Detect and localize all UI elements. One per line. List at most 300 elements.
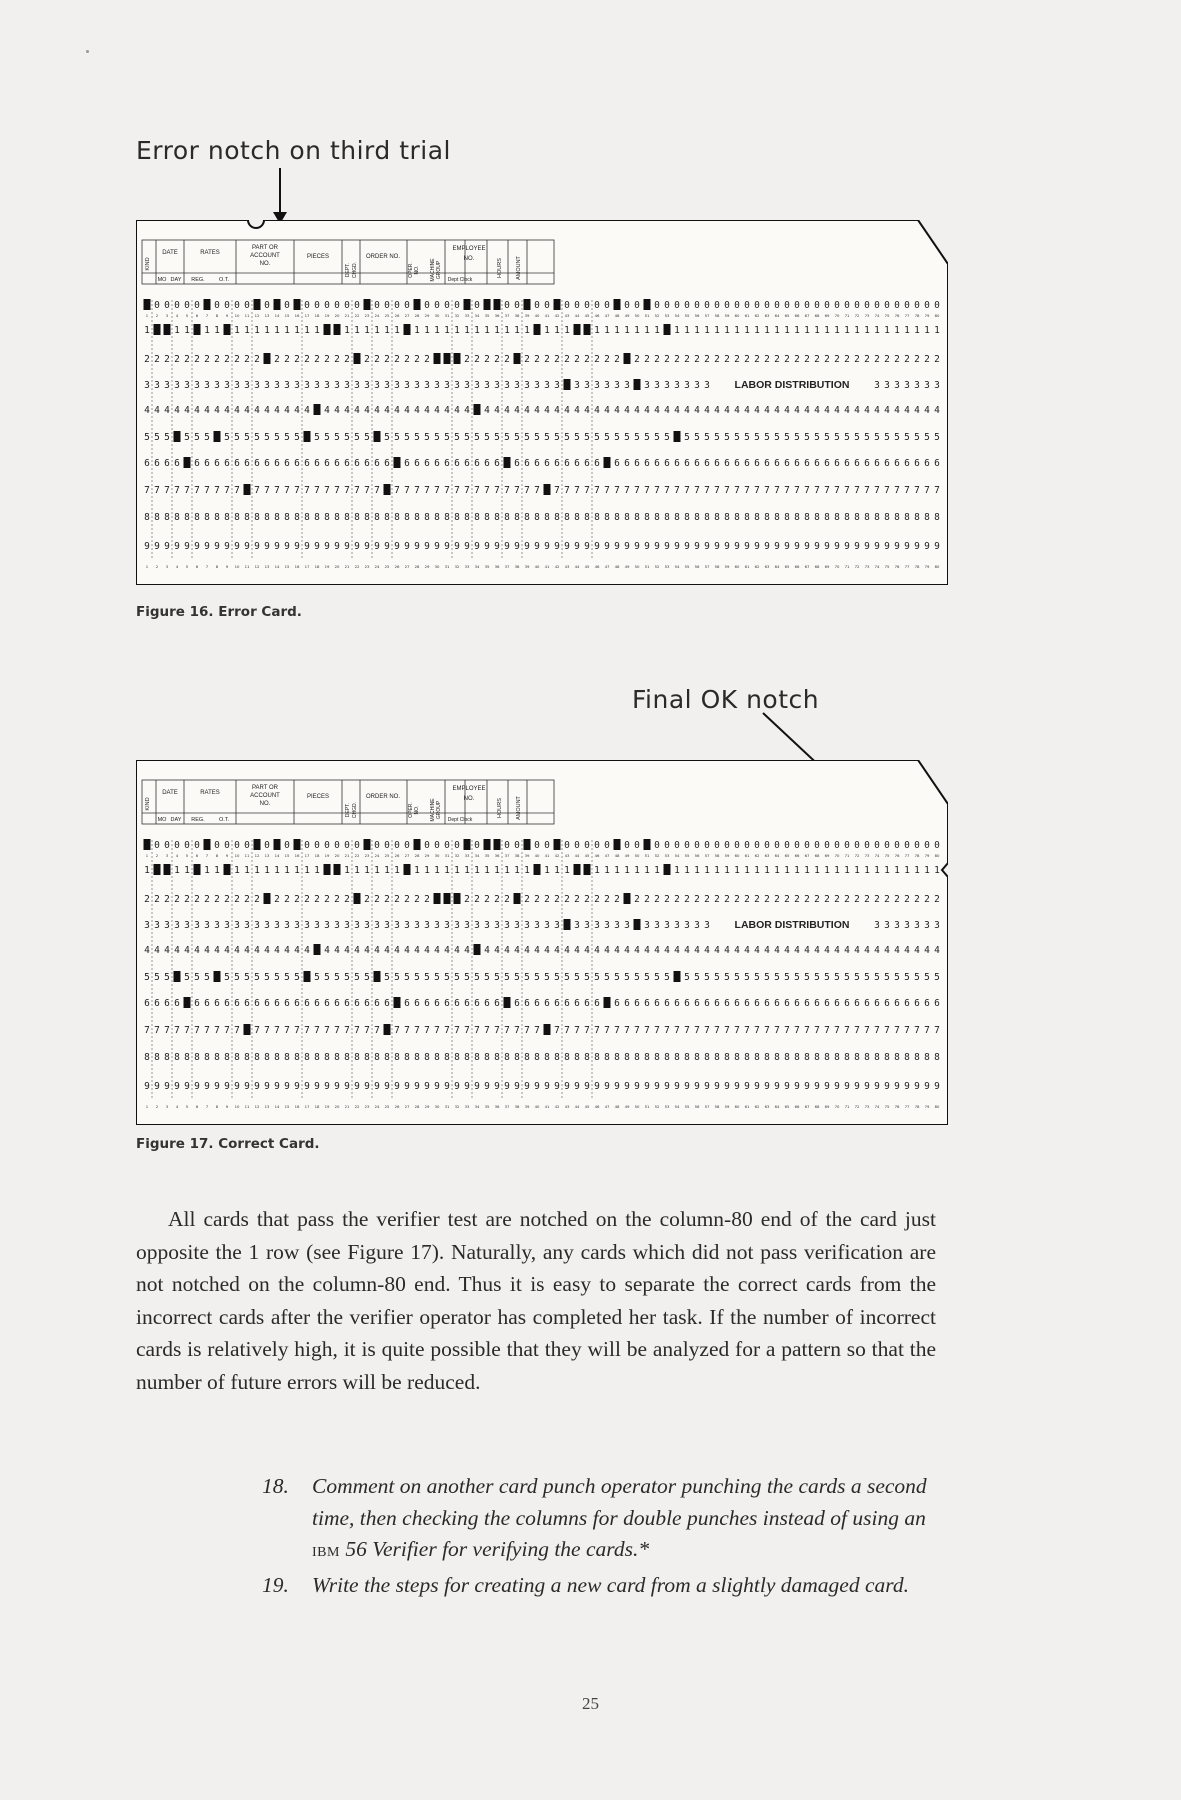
svg-text:53: 53 xyxy=(664,1104,670,1109)
svg-text:9: 9 xyxy=(444,1081,450,1092)
svg-text:9: 9 xyxy=(404,1081,410,1092)
svg-text:6: 6 xyxy=(514,998,520,1009)
svg-text:8: 8 xyxy=(734,512,740,523)
svg-text:0: 0 xyxy=(474,840,480,851)
svg-text:8: 8 xyxy=(304,512,310,523)
svg-text:4: 4 xyxy=(684,405,690,416)
punch-hole xyxy=(204,839,211,850)
punch-hole xyxy=(254,299,261,310)
punch-hole xyxy=(354,893,361,904)
svg-text:4: 4 xyxy=(924,945,930,956)
svg-text:66: 66 xyxy=(794,313,800,318)
svg-text:47: 47 xyxy=(604,853,610,858)
svg-text:5: 5 xyxy=(454,432,460,443)
svg-text:7: 7 xyxy=(564,1025,570,1036)
svg-text:27: 27 xyxy=(404,313,410,318)
svg-text:9: 9 xyxy=(704,541,710,552)
svg-text:2: 2 xyxy=(184,354,190,365)
punch-hole xyxy=(474,404,481,415)
svg-text:6: 6 xyxy=(344,998,350,1009)
svg-text:9: 9 xyxy=(614,541,620,552)
svg-text:7: 7 xyxy=(794,485,800,496)
svg-text:9: 9 xyxy=(494,541,500,552)
svg-text:80: 80 xyxy=(934,1104,940,1109)
svg-text:9: 9 xyxy=(804,1081,810,1092)
svg-text:24: 24 xyxy=(374,853,380,858)
svg-text:8: 8 xyxy=(764,512,770,523)
svg-text:4: 4 xyxy=(244,405,250,416)
svg-text:4: 4 xyxy=(284,945,290,956)
svg-text:8: 8 xyxy=(314,1052,320,1063)
svg-text:76: 76 xyxy=(894,853,900,858)
svg-text:5: 5 xyxy=(524,972,530,983)
svg-text:41: 41 xyxy=(544,564,550,569)
svg-text:38: 38 xyxy=(514,313,520,318)
svg-text:1: 1 xyxy=(634,325,640,336)
svg-text:45: 45 xyxy=(584,313,590,318)
svg-text:0: 0 xyxy=(334,840,340,851)
svg-text:2: 2 xyxy=(724,894,730,905)
question-text: Comment on another card punch operator punching the cards a second time, then checking the columns for double punches instead of using an xyxy=(312,1474,927,1530)
svg-text:7: 7 xyxy=(794,1025,800,1036)
svg-text:8: 8 xyxy=(274,512,280,523)
svg-text:5: 5 xyxy=(824,432,830,443)
svg-text:8: 8 xyxy=(614,1052,620,1063)
svg-text:6: 6 xyxy=(864,998,870,1009)
figure16-callout: Error notch on third trial xyxy=(136,136,451,165)
svg-text:0: 0 xyxy=(324,840,330,851)
svg-text:1: 1 xyxy=(744,865,750,876)
svg-text:0: 0 xyxy=(624,840,630,851)
punch-hole xyxy=(494,839,501,850)
svg-text:6: 6 xyxy=(544,458,550,469)
svg-text:0: 0 xyxy=(424,300,430,311)
svg-text:4: 4 xyxy=(504,405,510,416)
svg-text:4: 4 xyxy=(704,405,710,416)
punch-hole xyxy=(364,839,371,850)
svg-text:1: 1 xyxy=(384,865,390,876)
svg-text:4: 4 xyxy=(644,405,650,416)
svg-text:19: 19 xyxy=(324,853,330,858)
svg-text:6: 6 xyxy=(884,458,890,469)
svg-text:2: 2 xyxy=(724,354,730,365)
page-number: 25 xyxy=(582,1694,599,1713)
svg-text:4: 4 xyxy=(794,405,800,416)
svg-text:7: 7 xyxy=(674,1025,680,1036)
svg-text:7: 7 xyxy=(324,485,330,496)
svg-text:35: 35 xyxy=(484,564,490,569)
svg-text:8: 8 xyxy=(484,1052,490,1063)
svg-text:1: 1 xyxy=(274,325,280,336)
svg-text:77: 77 xyxy=(904,1104,910,1109)
svg-text:1: 1 xyxy=(614,865,620,876)
svg-text:0: 0 xyxy=(454,300,460,311)
svg-text:7: 7 xyxy=(704,1025,710,1036)
svg-text:0: 0 xyxy=(594,840,600,851)
svg-text:1: 1 xyxy=(234,325,240,336)
svg-text:9: 9 xyxy=(214,541,220,552)
svg-text:3: 3 xyxy=(264,380,270,391)
svg-text:9: 9 xyxy=(744,1081,750,1092)
svg-text:5: 5 xyxy=(494,432,500,443)
svg-text:6: 6 xyxy=(894,998,900,1009)
svg-text:6: 6 xyxy=(814,458,820,469)
svg-text:62: 62 xyxy=(754,1104,760,1109)
svg-text:1: 1 xyxy=(354,325,360,336)
svg-text:76: 76 xyxy=(894,313,900,318)
svg-text:3: 3 xyxy=(314,380,320,391)
svg-text:0: 0 xyxy=(164,300,170,311)
svg-text:57: 57 xyxy=(704,313,710,318)
card-field-label: CHGD. xyxy=(352,261,358,279)
svg-text:54: 54 xyxy=(674,313,680,318)
svg-text:5: 5 xyxy=(924,972,930,983)
svg-text:12: 12 xyxy=(254,313,260,318)
svg-text:5: 5 xyxy=(734,432,740,443)
svg-text:0: 0 xyxy=(814,300,820,311)
svg-text:1: 1 xyxy=(654,865,660,876)
svg-text:47: 47 xyxy=(604,564,610,569)
svg-text:0: 0 xyxy=(504,300,510,311)
svg-text:9: 9 xyxy=(294,541,300,552)
svg-text:5: 5 xyxy=(864,432,870,443)
svg-text:3: 3 xyxy=(624,380,630,391)
svg-text:1: 1 xyxy=(934,865,940,876)
svg-text:0: 0 xyxy=(184,840,190,851)
svg-text:1: 1 xyxy=(145,1104,149,1109)
svg-text:7: 7 xyxy=(534,1025,540,1036)
svg-text:8: 8 xyxy=(664,1052,670,1063)
svg-text:2: 2 xyxy=(844,894,850,905)
svg-text:3: 3 xyxy=(304,920,310,931)
svg-text:4: 4 xyxy=(904,945,910,956)
svg-text:4: 4 xyxy=(254,945,260,956)
svg-text:8: 8 xyxy=(164,1052,170,1063)
svg-text:5: 5 xyxy=(394,432,400,443)
punch-hole xyxy=(224,324,231,335)
svg-text:2: 2 xyxy=(814,354,820,365)
svg-text:9: 9 xyxy=(254,541,260,552)
svg-text:0: 0 xyxy=(244,840,250,851)
svg-text:0: 0 xyxy=(574,840,580,851)
svg-text:8: 8 xyxy=(884,512,890,523)
svg-text:7: 7 xyxy=(174,1025,180,1036)
svg-text:1: 1 xyxy=(264,325,270,336)
punch-hole xyxy=(404,864,411,875)
svg-text:80: 80 xyxy=(934,853,940,858)
svg-text:0: 0 xyxy=(214,840,220,851)
svg-text:6: 6 xyxy=(754,998,760,1009)
svg-text:4: 4 xyxy=(264,405,270,416)
svg-text:6: 6 xyxy=(654,998,660,1009)
svg-text:4: 4 xyxy=(894,405,900,416)
punch-hole xyxy=(664,324,671,335)
punch-hole xyxy=(554,299,561,310)
svg-text:1: 1 xyxy=(794,865,800,876)
svg-text:15: 15 xyxy=(284,853,290,858)
svg-text:8: 8 xyxy=(584,512,590,523)
punch-hole xyxy=(224,864,231,875)
svg-text:0: 0 xyxy=(354,300,360,311)
card-field-label: DEPT. xyxy=(345,262,351,278)
svg-text:7: 7 xyxy=(284,485,290,496)
svg-text:5: 5 xyxy=(794,972,800,983)
svg-text:7: 7 xyxy=(734,1025,740,1036)
svg-text:3: 3 xyxy=(344,380,350,391)
svg-text:5: 5 xyxy=(354,432,360,443)
svg-text:1: 1 xyxy=(174,325,180,336)
svg-text:0: 0 xyxy=(314,300,320,311)
svg-text:7: 7 xyxy=(374,485,380,496)
svg-text:32: 32 xyxy=(454,313,460,318)
svg-text:8: 8 xyxy=(404,1052,410,1063)
svg-text:8: 8 xyxy=(514,1052,520,1063)
svg-text:46: 46 xyxy=(594,564,600,569)
svg-text:6: 6 xyxy=(824,998,830,1009)
svg-text:2: 2 xyxy=(164,894,170,905)
svg-text:8: 8 xyxy=(584,1052,590,1063)
svg-text:21: 21 xyxy=(344,853,350,858)
svg-text:5: 5 xyxy=(884,432,890,443)
svg-text:3: 3 xyxy=(184,920,190,931)
svg-text:8: 8 xyxy=(604,512,610,523)
svg-text:47: 47 xyxy=(604,313,610,318)
svg-text:2: 2 xyxy=(674,894,680,905)
svg-text:1: 1 xyxy=(294,865,300,876)
svg-text:3: 3 xyxy=(874,380,880,391)
svg-text:6: 6 xyxy=(414,458,420,469)
svg-text:3: 3 xyxy=(165,853,169,858)
svg-text:8: 8 xyxy=(364,1052,370,1063)
svg-text:5: 5 xyxy=(514,432,520,443)
svg-text:1: 1 xyxy=(444,325,450,336)
svg-text:8: 8 xyxy=(854,1052,860,1063)
svg-text:1: 1 xyxy=(624,865,630,876)
svg-text:3: 3 xyxy=(384,920,390,931)
svg-text:5: 5 xyxy=(274,972,280,983)
svg-text:7: 7 xyxy=(274,485,280,496)
svg-text:68: 68 xyxy=(814,313,820,318)
svg-text:7: 7 xyxy=(304,485,310,496)
svg-text:2: 2 xyxy=(584,894,590,905)
svg-text:4: 4 xyxy=(274,405,280,416)
svg-text:0: 0 xyxy=(934,300,940,311)
svg-text:4: 4 xyxy=(444,945,450,956)
svg-text:77: 77 xyxy=(904,853,910,858)
svg-text:3: 3 xyxy=(165,564,169,569)
svg-text:0: 0 xyxy=(734,840,740,851)
svg-text:78: 78 xyxy=(914,313,920,318)
svg-text:1: 1 xyxy=(394,325,400,336)
svg-text:33: 33 xyxy=(464,564,470,569)
punch-hole xyxy=(454,353,461,364)
svg-text:8: 8 xyxy=(454,512,460,523)
svg-text:6: 6 xyxy=(404,458,410,469)
svg-text:0: 0 xyxy=(874,840,880,851)
svg-text:6: 6 xyxy=(574,998,580,1009)
svg-text:9: 9 xyxy=(314,541,320,552)
svg-text:0: 0 xyxy=(564,300,570,311)
card-field-label: ACCOUNT xyxy=(250,253,280,259)
svg-text:6: 6 xyxy=(784,998,790,1009)
svg-text:3: 3 xyxy=(614,920,620,931)
svg-text:5: 5 xyxy=(694,972,700,983)
svg-text:64: 64 xyxy=(774,564,780,569)
svg-text:0: 0 xyxy=(904,840,910,851)
svg-text:1: 1 xyxy=(444,865,450,876)
svg-text:6: 6 xyxy=(144,458,150,469)
svg-text:1: 1 xyxy=(544,325,550,336)
punch-hole xyxy=(584,324,591,335)
svg-text:46: 46 xyxy=(594,853,600,858)
svg-text:5: 5 xyxy=(544,972,550,983)
svg-text:3: 3 xyxy=(504,380,510,391)
svg-text:9: 9 xyxy=(264,541,270,552)
error-notch-arrow xyxy=(265,168,295,228)
svg-text:8: 8 xyxy=(204,512,210,523)
svg-text:1: 1 xyxy=(254,325,260,336)
svg-text:9: 9 xyxy=(554,541,560,552)
svg-text:8: 8 xyxy=(384,512,390,523)
svg-text:0: 0 xyxy=(764,840,770,851)
svg-text:67: 67 xyxy=(804,564,810,569)
svg-text:53: 53 xyxy=(664,853,670,858)
punch-hole xyxy=(294,299,301,310)
svg-text:5: 5 xyxy=(244,432,250,443)
svg-text:7: 7 xyxy=(804,1025,810,1036)
svg-text:8: 8 xyxy=(914,512,920,523)
punch-hole xyxy=(194,324,201,335)
svg-text:7: 7 xyxy=(404,1025,410,1036)
svg-text:1: 1 xyxy=(184,865,190,876)
svg-text:2: 2 xyxy=(344,354,350,365)
svg-text:63: 63 xyxy=(764,564,770,569)
svg-text:5: 5 xyxy=(264,972,270,983)
svg-text:75: 75 xyxy=(884,853,890,858)
svg-text:6: 6 xyxy=(674,458,680,469)
svg-text:8: 8 xyxy=(204,1052,210,1063)
svg-text:5: 5 xyxy=(384,972,390,983)
svg-text:5: 5 xyxy=(185,564,189,569)
svg-text:2: 2 xyxy=(184,894,190,905)
svg-text:8: 8 xyxy=(574,1052,580,1063)
svg-text:1: 1 xyxy=(384,325,390,336)
svg-text:8: 8 xyxy=(754,1052,760,1063)
svg-text:4: 4 xyxy=(294,405,300,416)
svg-text:2: 2 xyxy=(494,354,500,365)
card-field-label: O.T. xyxy=(218,277,230,283)
svg-text:3: 3 xyxy=(334,920,340,931)
svg-text:18: 18 xyxy=(314,853,320,858)
svg-text:2: 2 xyxy=(864,894,870,905)
svg-text:1: 1 xyxy=(394,865,400,876)
svg-text:49: 49 xyxy=(624,1104,630,1109)
svg-text:8: 8 xyxy=(474,512,480,523)
svg-text:9: 9 xyxy=(664,541,670,552)
svg-text:4: 4 xyxy=(524,405,530,416)
svg-text:2: 2 xyxy=(754,354,760,365)
svg-text:22: 22 xyxy=(354,853,360,858)
svg-text:9: 9 xyxy=(724,1081,730,1092)
svg-text:74: 74 xyxy=(874,564,880,569)
svg-text:3: 3 xyxy=(604,380,610,391)
svg-text:5: 5 xyxy=(414,972,420,983)
svg-text:8: 8 xyxy=(215,564,219,569)
svg-text:72: 72 xyxy=(854,853,860,858)
svg-text:5: 5 xyxy=(784,972,790,983)
svg-text:9: 9 xyxy=(734,1081,740,1092)
svg-text:9: 9 xyxy=(574,541,580,552)
svg-text:5: 5 xyxy=(384,432,390,443)
svg-text:2: 2 xyxy=(484,894,490,905)
punch-hole xyxy=(334,864,341,875)
error-card xyxy=(136,220,948,585)
svg-text:6: 6 xyxy=(584,998,590,1009)
svg-text:7: 7 xyxy=(454,485,460,496)
svg-text:7: 7 xyxy=(424,1025,430,1036)
svg-text:4: 4 xyxy=(194,405,200,416)
svg-text:36: 36 xyxy=(494,853,500,858)
svg-text:6: 6 xyxy=(874,458,880,469)
svg-text:59: 59 xyxy=(724,313,730,318)
svg-text:7: 7 xyxy=(204,1025,210,1036)
svg-text:8: 8 xyxy=(654,1052,660,1063)
svg-text:1: 1 xyxy=(464,865,470,876)
svg-text:10: 10 xyxy=(234,853,240,858)
svg-text:2: 2 xyxy=(424,354,430,365)
svg-text:0: 0 xyxy=(234,840,240,851)
svg-text:4: 4 xyxy=(854,945,860,956)
svg-text:25: 25 xyxy=(384,313,390,318)
svg-text:9: 9 xyxy=(424,1081,430,1092)
svg-text:7: 7 xyxy=(484,485,490,496)
svg-text:1: 1 xyxy=(694,325,700,336)
body-paragraph-block xyxy=(136,1203,936,1399)
svg-text:9: 9 xyxy=(914,1081,920,1092)
svg-text:12: 12 xyxy=(254,564,260,569)
card-field-label: DAY xyxy=(170,817,182,823)
svg-text:0: 0 xyxy=(454,840,460,851)
punch-hole xyxy=(624,353,631,364)
svg-text:9: 9 xyxy=(454,1081,460,1092)
svg-text:79: 79 xyxy=(924,564,930,569)
svg-text:0: 0 xyxy=(264,300,270,311)
svg-text:4: 4 xyxy=(594,405,600,416)
svg-text:1: 1 xyxy=(834,325,840,336)
svg-text:4: 4 xyxy=(914,405,920,416)
svg-text:8: 8 xyxy=(254,1052,260,1063)
svg-text:0: 0 xyxy=(844,300,850,311)
svg-text:0: 0 xyxy=(424,840,430,851)
svg-text:52: 52 xyxy=(654,853,660,858)
svg-text:7: 7 xyxy=(834,485,840,496)
svg-text:1: 1 xyxy=(634,865,640,876)
svg-text:7: 7 xyxy=(494,485,500,496)
svg-text:0: 0 xyxy=(344,840,350,851)
svg-text:44: 44 xyxy=(574,1104,580,1109)
svg-text:38: 38 xyxy=(514,853,520,858)
svg-text:4: 4 xyxy=(694,405,700,416)
svg-text:1: 1 xyxy=(544,865,550,876)
svg-text:2: 2 xyxy=(334,894,340,905)
svg-text:30: 30 xyxy=(434,1104,440,1109)
svg-text:40: 40 xyxy=(534,1104,540,1109)
svg-text:9: 9 xyxy=(644,541,650,552)
svg-text:4: 4 xyxy=(794,945,800,956)
svg-text:5: 5 xyxy=(704,432,710,443)
svg-text:0: 0 xyxy=(654,840,660,851)
svg-text:5: 5 xyxy=(664,432,670,443)
